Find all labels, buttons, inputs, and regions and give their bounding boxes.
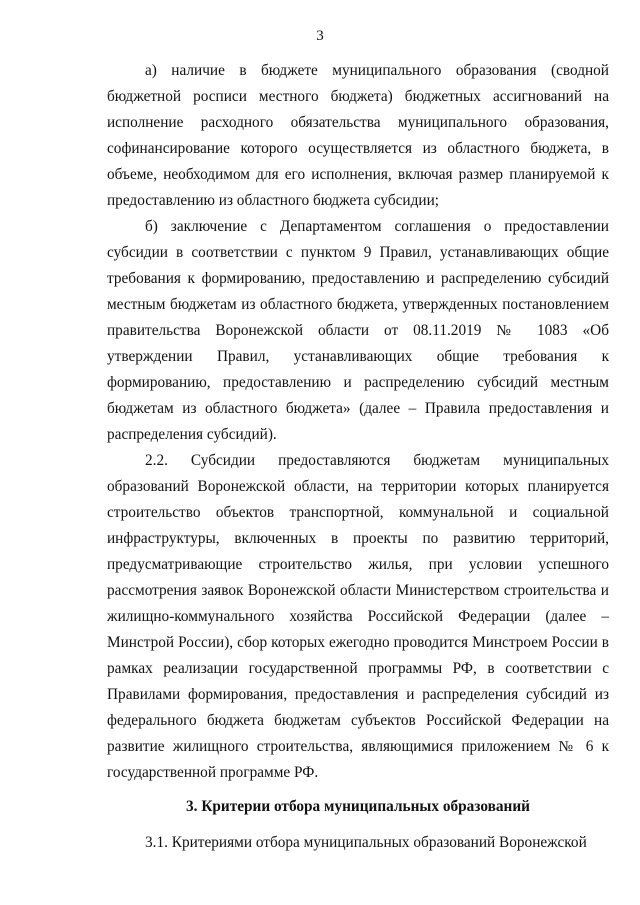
- paragraph-2-2: 2.2. Субсидии предоставляются бюджетам муниципальных образований Воронежской области, на территории которых планируется строительство объектов транспортной, коммунальной и социальной инфраструктуры, включенных в проекты по развитию территорий, предусматривающие строительство жилья, при условии успешного рассмотрения заявок Воронежской области Министерством строительства и жилищно-коммунального хозяйства Российской Федерации (далее – Минстрой России), сбор которых ежегодно проводится Минстроем России в рамках реализации государственной программы РФ, в соответствии с Правилами формирования, предоставления и распределения субсидий из федерального бюджета бюджетам субъектов Российской Федерации на развитие жилищного строительства, являющимися приложением № 6 к государственной программе РФ.: [107, 452, 609, 781]
- paragraph-b: б) заключение с Департаментом соглашения о предоставлении субсидии в соответствии с пунктом 9 Правил, устанавливающих общие требования к формированию, предоставлению и распределению субсидий местным бюджетам из областного бюджета, утвержденных постановлением правительства Воронежской области от 08.11.2019 № 1083 «Об утверждении Правил, устанавливающих общие требования к формированию, предоставлению и распределению субсидий местным бюджетам из областного бюджета» (далее – Правила предоставления и распределения субсидий).: [107, 218, 609, 443]
- paragraph-a: а) наличие в бюджете муниципального образования (сводной бюджетной росписи местного бюджета) бюджетных ассигнований на исполнение расходного обязательства муниципального образования, софинансирование которого осуществляется из областного бюджета, в объеме, необходимом для его исполнения, включая размер планируемой к предоставлению из областного бюджета субсидии;: [107, 62, 609, 209]
- page-number: 3: [316, 28, 324, 44]
- paragraph-3-1: 3.1. Критериями отбора муниципальных образований Воронежской: [145, 834, 587, 851]
- section-3-heading: 3. Критерии отбора муниципальных образований: [186, 798, 530, 815]
- document-body: [107, 58, 609, 856]
